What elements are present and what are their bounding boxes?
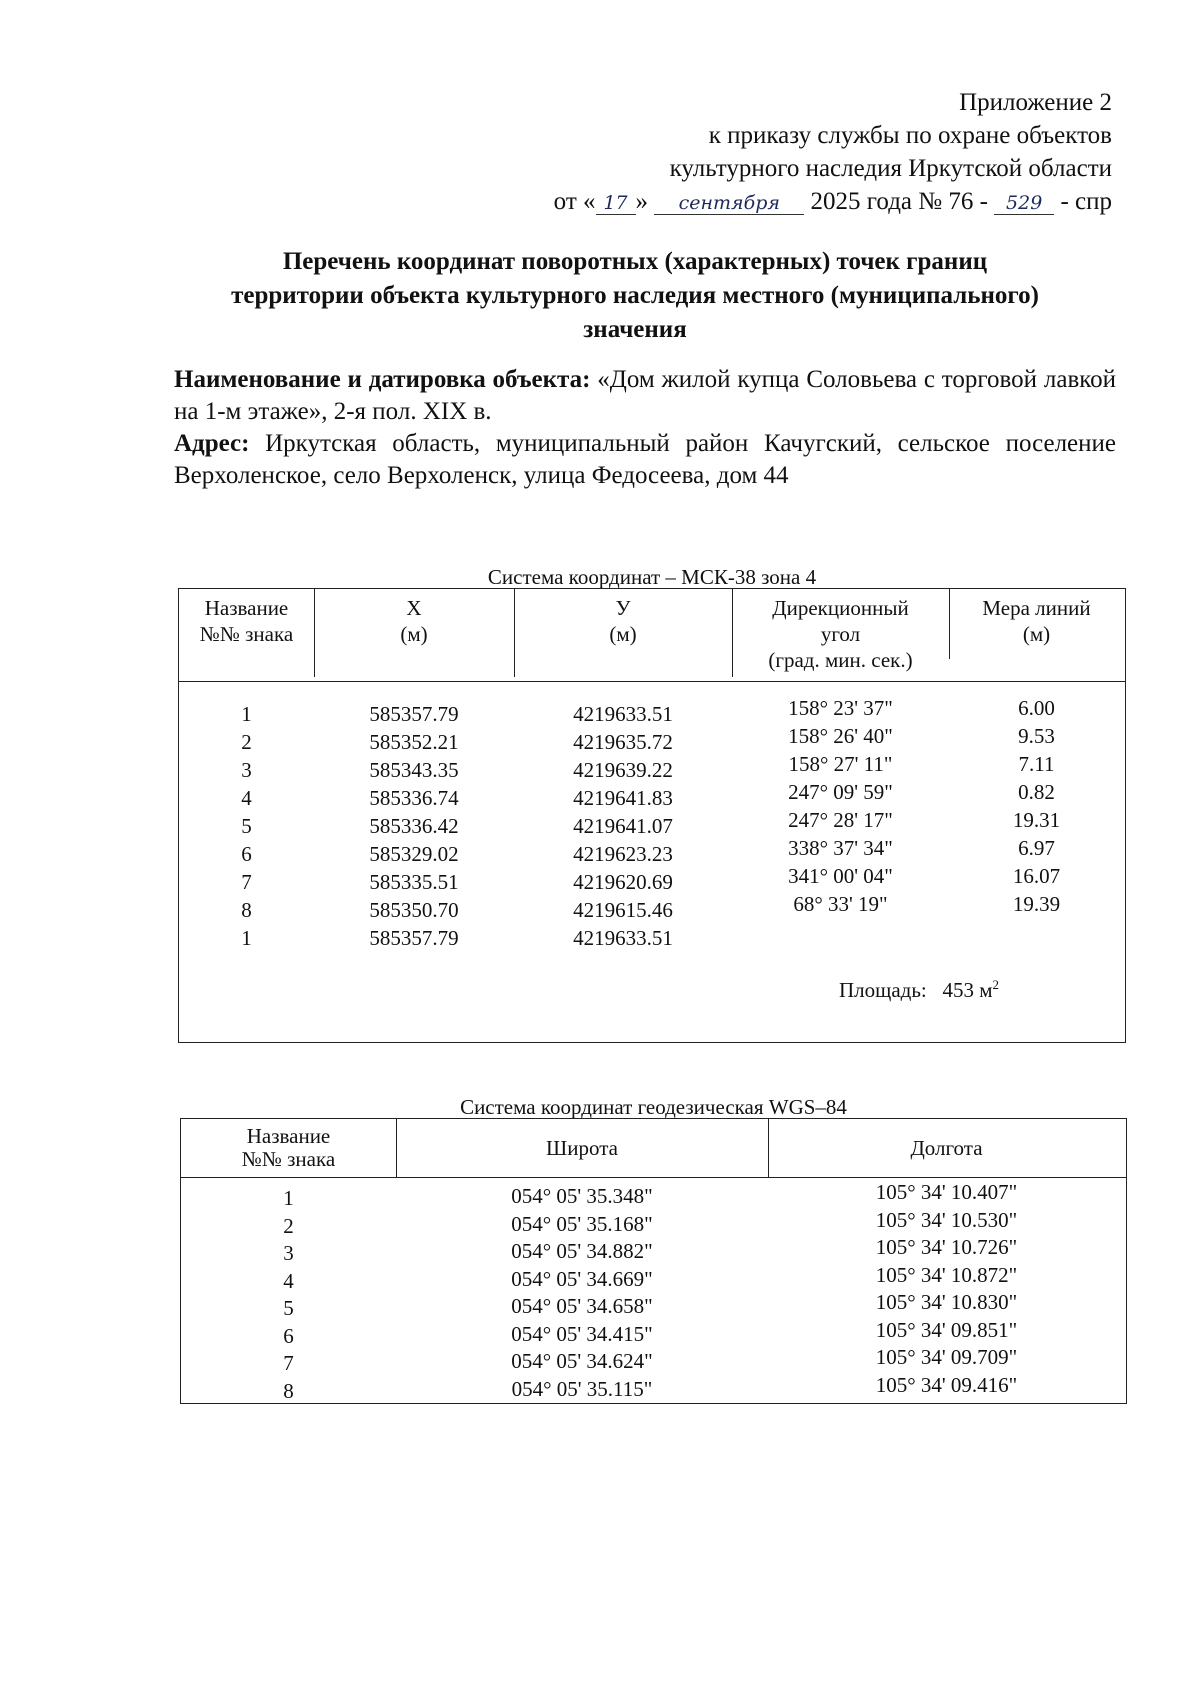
table-cell: 4219641.83 [573, 786, 673, 810]
table-cell: 105° 34' 10.530" [875, 1207, 1018, 1232]
table-cell: 105° 34' 09.851" [875, 1317, 1018, 1342]
table1-header-name-1: Название [204, 596, 289, 620]
table-cell: 16.07 [1012, 864, 1061, 888]
object-info [174, 364, 1116, 492]
table1-header-angle-3: (град. мин. сек.) [768, 648, 913, 672]
title-line-2: территории объекта культурного наследия местного (муниципального) [231, 282, 1039, 309]
table-cell: 2 [241, 730, 252, 754]
table1-header-length-2: (м) [1022, 622, 1051, 646]
table-cell: 4219615.46 [573, 898, 673, 922]
table-cell: 585357.79 [369, 926, 459, 950]
order-year-text: 2025 года № 76 - [810, 188, 988, 215]
table1-divider [732, 589, 733, 677]
table-cell: 4219620.69 [573, 870, 673, 894]
table-cell: 105° 34' 10.872" [875, 1262, 1018, 1287]
table-cell: 68° 33' 19" [793, 892, 888, 916]
table1-header-x-2: (м) [400, 622, 428, 646]
table-cell: 054° 05' 35.115" [511, 1376, 653, 1401]
table-cell: 105° 34' 10.830" [875, 1290, 1018, 1314]
order-suffix: - спр [1060, 188, 1112, 215]
table2-divider [396, 1119, 397, 1177]
table2-header-lat: Широта [546, 1135, 618, 1160]
table2-caption: Система координат геодезическая WGS–84 [460, 1095, 847, 1119]
table2-col-lat [396, 1183, 768, 1403]
table1-header-angle-1: Дирекционный [772, 596, 909, 620]
table-cell: 338° 37' 34" [788, 836, 893, 860]
wgs84-coordinates-table [180, 1118, 1127, 1404]
table-cell: 1 [283, 1186, 294, 1210]
table-cell: 5 [241, 814, 252, 838]
object-name-label: Наименование и датировка объекта: [174, 366, 591, 393]
title-line-1: Перечень координат поворотных (характерных) точек границ [282, 248, 988, 275]
table-cell: 158° 27' 11" [788, 752, 893, 776]
table-cell: 4219639.22 [573, 758, 673, 782]
table-cell: 585336.74 [369, 786, 459, 810]
table-cell: 0.82 [1018, 780, 1055, 804]
table-cell: 341° 00' 04" [788, 864, 893, 888]
table2-header-name [181, 1119, 396, 1177]
table-cell: 9.53 [1018, 724, 1055, 748]
table-cell: 19.39 [1012, 892, 1061, 916]
table1-col-y [514, 700, 732, 952]
table1-header-y [514, 589, 732, 681]
table-cell: 8 [283, 1378, 294, 1403]
table-cell: 4 [283, 1268, 294, 1293]
table-cell: 158° 23' 37" [788, 696, 893, 720]
table-cell: 105° 34' 09.709" [875, 1345, 1018, 1369]
table-cell: 585335.51 [369, 870, 459, 894]
table-cell: 054° 05' 34.669" [511, 1266, 653, 1291]
table1-col-lengths [949, 694, 1124, 918]
table-cell: 1 [241, 702, 252, 726]
table1-col-angles [732, 694, 949, 918]
table-cell: 585329.02 [369, 842, 459, 866]
table-cell: 585343.35 [369, 758, 459, 782]
table-cell: 1 [241, 926, 252, 950]
table1-header-y-1: У [615, 596, 631, 620]
appendix-label: Приложение 2 [959, 89, 1112, 116]
table1-header [179, 589, 1125, 682]
table-cell: 247° 28' 17" [788, 808, 893, 832]
table-cell: 247° 09' 59" [788, 780, 893, 804]
appendix-line-2: к приказу службы по охране объектов [708, 122, 1112, 149]
table-cell: 4 [241, 786, 252, 810]
table1-header-length-1: Мера линий [982, 596, 1091, 620]
object-address-paragraph [174, 428, 1116, 492]
table1-divider [514, 589, 515, 677]
order-number-handwritten: 529 [994, 192, 1054, 215]
table-cell: 4219641.07 [573, 814, 673, 838]
table-cell: 8 [241, 898, 252, 922]
table1-header-name [179, 589, 314, 681]
table2-header-name-1: Название [246, 1124, 331, 1148]
table-cell: 585352.21 [369, 730, 459, 754]
order-month-handwritten: сентября [654, 192, 804, 215]
table-cell: 585357.79 [369, 702, 459, 726]
table2-divider [768, 1119, 769, 1177]
table-cell: 7 [241, 870, 252, 894]
msk-coordinates-table [178, 588, 1126, 1043]
table1-col-x [314, 700, 514, 952]
table1-col-points [179, 700, 314, 952]
table-cell: 105° 34' 10.407" [875, 1180, 1018, 1204]
table-cell: 585350.70 [369, 898, 459, 922]
table-cell: 105° 34' 10.726" [875, 1235, 1018, 1259]
order-day-handwritten: 17 [596, 192, 636, 215]
table-cell: 158° 26' 40" [788, 724, 893, 748]
table-cell: 054° 05' 35.348" [511, 1184, 653, 1208]
table1-caption: Система координат – МСК-38 зона 4 [487, 565, 817, 589]
table-cell: 6 [283, 1323, 294, 1348]
table1-divider [949, 589, 950, 659]
order-line [554, 185, 1112, 218]
order-prefix: от « [553, 188, 596, 215]
table-cell: 6 [241, 842, 252, 866]
table1-header-angle [732, 589, 949, 681]
table-cell: 7.11 [1018, 752, 1055, 776]
table-cell: 054° 05' 34.882" [511, 1239, 653, 1263]
object-address-label: Адрес: [174, 430, 250, 457]
table-cell: 054° 05' 34.658" [511, 1294, 653, 1318]
table1-header-length [949, 589, 1124, 681]
table-cell: 585336.42 [369, 814, 459, 838]
table2-col-lon [768, 1179, 1125, 1399]
title-line-3: значения [583, 316, 687, 343]
table2-col-points [181, 1185, 396, 1405]
order-mid: » [635, 188, 649, 215]
object-address-value: Иркутская область, муниципальный район Качугский, сельское поселение Верхоленское, село Верхоленск, улица Федосеева, дом 44 [174, 430, 1116, 489]
object-name-paragraph [174, 364, 1116, 428]
table-cell: 19.31 [1012, 808, 1061, 832]
area-value: 453 м [942, 978, 993, 1002]
table-cell: 3 [241, 758, 252, 782]
table-cell: 2 [283, 1213, 294, 1238]
table-cell: 054° 05' 34.624" [511, 1349, 653, 1373]
table1-area [839, 977, 999, 1003]
table1-header-name-2: №№ знака [199, 622, 294, 646]
table-cell: 3 [283, 1241, 294, 1265]
appendix-header [554, 86, 1112, 218]
table-cell: 6.97 [1018, 836, 1055, 860]
table2-header-name-2: №№ знака [241, 1147, 336, 1171]
table-cell: 054° 05' 35.168" [511, 1211, 653, 1236]
table2-header-lon: Долгота [910, 1135, 983, 1160]
table-cell: 4219635.72 [573, 730, 673, 754]
table1-header-x [314, 589, 514, 681]
area-unit-sup: 2 [992, 977, 1000, 992]
table-cell: 7 [283, 1351, 294, 1375]
table1-divider [314, 589, 315, 677]
object-name-value: «Дом жилой купца Соловьева с торговой лавкой на 1-м этаже», 2-я пол. XIX в. [174, 366, 1116, 425]
table1-header-angle-2: угол [820, 622, 861, 646]
document-title [150, 245, 1120, 347]
table-cell: 105° 34' 09.416" [875, 1372, 1018, 1397]
table1-header-y-2: (м) [609, 622, 637, 646]
table2-header [181, 1119, 1126, 1178]
table-cell: 4219633.51 [573, 702, 673, 726]
table-cell: 5 [283, 1296, 294, 1320]
area-label: Площадь: [839, 978, 927, 1002]
table-cell: 4219633.51 [573, 926, 673, 950]
table1-header-x-1: X [406, 596, 422, 620]
table-cell: 6.00 [1018, 696, 1055, 720]
table-cell: 4219623.23 [573, 842, 673, 866]
appendix-line-3: культурного наследия Иркутской области [669, 155, 1112, 182]
table-cell: 054° 05' 34.415" [511, 1321, 653, 1346]
